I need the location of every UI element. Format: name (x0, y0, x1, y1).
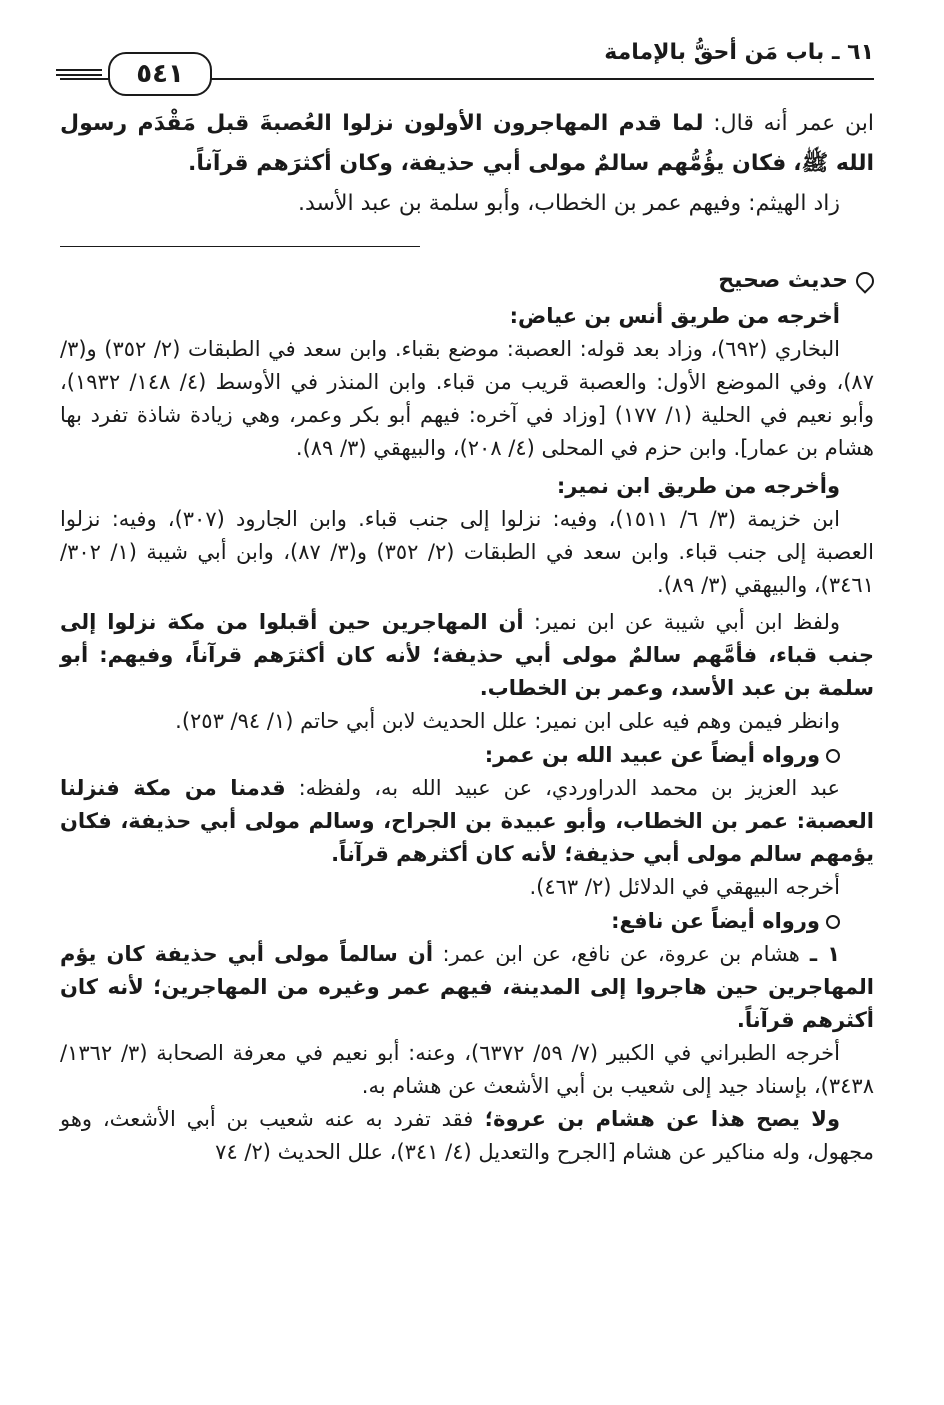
p7-bold: أن سالماً مولى أبي حذيفة كان يؤم المهاجرين حين هاجروا إلى المدينة، فيهم عمر وغيره من المهاجرين؛ لأنه كان أكثرهم قرآناً. (60, 942, 874, 1032)
paragraph-4: وانظر فيمن وهم فيه على ابن نمير: علل الحديث لابن أبي حاتم (١/ ٩٤/ ٢٥٣). (175, 709, 840, 733)
subheading-ibn-numayr: وأخرجه من طريق ابن نمير: (556, 474, 840, 498)
bullet-icon (826, 749, 840, 763)
paragraph-2: ابن خزيمة (٣/ ٦/ ١٥١١)، وفيه: نزلوا إلى جنب قباء. وابن الجارود (٣٠٧)، وفيه: نزلوا العصبة إلى جنب قباء. وابن سعد في الطبقات (٢/ ٣٥٢) و(٣/ ٨٧)، وابن أبي شيبة (١/ ٣٠٢/ ٣٤٦١)، والبيهقي (٣/ ٨٩). (60, 507, 874, 597)
section-title: حديث صحيح (718, 268, 848, 293)
p3-bold-1: أن المهاجرين حين أقبلوا من مكة نزلوا إلى جنب قباء، فأمَّهم سالمٌ مولى أبي حذيفة؛ لأنه كان أكثرَهم قرآناً، (60, 610, 874, 667)
p3-mid: وفيهم: (88, 643, 174, 667)
paragraph-9 (60, 1103, 874, 1169)
subheading-anas: أخرجه من طريق أنس بن عياض: (509, 304, 840, 328)
subheading-nafi (60, 904, 874, 938)
p9-rest: فقد تفرد به عنه شعيب بن أبي الأشعث، وهو مجهول، وله مناكير عن هشام [الجرح والتعديل (٤/ ٣٤١)، علل الحديث (٢/ ٧٤ (60, 1107, 874, 1164)
footnote-divider (60, 246, 420, 247)
paragraph-3 (60, 606, 874, 705)
book-page (60, 38, 874, 1169)
page-number-ornament (108, 52, 208, 92)
p9-bold: ولا يصح هذا عن هشام بن عروة؛ (473, 1107, 840, 1131)
p5-prefix: عبد العزيز بن محمد الدراوردي، عن عبيد الله به، ولفظه: (285, 776, 840, 800)
p7-prefix: هشام بن عروة، عن نافع، عن ابن عمر: (433, 942, 800, 966)
main-text-addition: زاد الهيثم: وفيهم عمر بن الخطاب، وأبو سلمة بن عبد الأسد. (297, 191, 840, 216)
main-text-prefix: ابن عمر أنه قال: (703, 111, 874, 136)
hadith-text-bold: لما قدم المهاجرون الأولون نزلوا العُصبةَ قبل مَقْدَم رسول الله ﷺ، (60, 111, 874, 176)
leaf-icon (852, 268, 877, 293)
section-heading (60, 263, 874, 299)
paragraph-8: أخرجه الطبراني في الكبير (٧/ ٥٩/ ٦٣٧٢)، وعنه: أبو نعيم في معرفة الصحابة (٣/ ١٣٦٢/ ٣٤٣٨)، بإسناد جيد إلى شعيب بن أبي الأشعث عن هشام به. (60, 1041, 874, 1098)
p5-bold: قدمنا من مكة فنزلنا العصبة: عمر بن الخطاب، وأبو عبيدة بن الجراح، وسالم مولى أبي حذيفة، فكان يؤمهم سالم مولى أبي حذيفة؛ لأنه كان أكثرهم قرآناً. (60, 776, 874, 866)
p3-prefix: ولفظ ابن أبي شيبة عن ابن نمير: (523, 610, 840, 634)
main-text-line-1 (60, 104, 874, 184)
hadith-text-bold-2: فكان يؤُمُّهم سالمٌ مولى أبي حذيفة، وكان أكثرَهم قرآناً. (188, 151, 787, 176)
paragraph-5 (60, 772, 874, 871)
paragraph-7 (60, 938, 874, 1037)
main-text (60, 104, 874, 224)
p3-bold-2: أبو سلمة بن عبد الأسد، وعمر بن الخطاب. (60, 643, 874, 700)
subheading-nafi-text: ورواه أيضاً عن نافع: (611, 909, 820, 933)
ornament-dash (56, 69, 102, 76)
p7-number: ١ ـ (799, 942, 841, 966)
subheading-ubaydullah (60, 738, 874, 772)
chapter-title: ٦١ ـ باب مَن أحقُّ بالإمامة (604, 40, 874, 65)
page-header (60, 38, 874, 98)
subheading-ubaydullah-text: ورواه أيضاً عن عبيد الله بن عمر: (484, 743, 820, 767)
paragraph-6: أخرجه البيهقي في الدلائل (٢/ ٤٦٣). (529, 875, 840, 899)
bullet-icon (826, 915, 840, 929)
page-number: ٥٤١ (108, 52, 212, 96)
paragraph-1: البخاري (٦٩٢)، وزاد بعد قوله: العصبة: موضع بقباء. وابن سعد في الطبقات (٢/ ٣٥٢) و(٣/ ٨٧)، وفي الموضع الأول: والعصبة قريب من قباء. وابن المنذر في الأوسط (٤/ ١٤٨/ ١٩٣٢)، وأبو نعيم في الحلية (١/ ١٧٧) [وزاد في آخره: فيهم أبو بكر وعمر، وهي زيادة شاذة تفرد بها هشام بن عمار]. وابن حزم في المحلى (٤/ ٢٠٨)، والبيهقي (٣/ ٨٩). (60, 337, 874, 460)
